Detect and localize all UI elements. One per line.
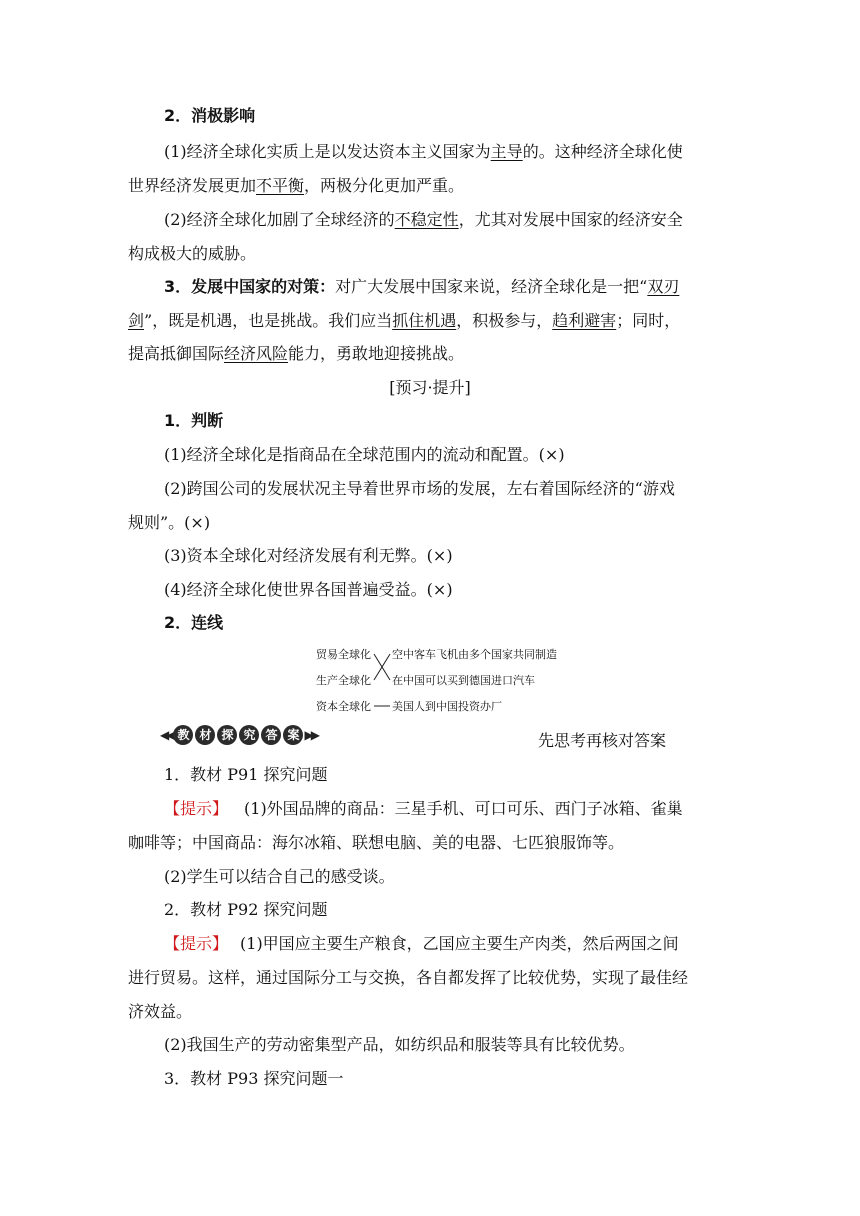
- paragraph-line: 剑”，既是机遇，也是挑战。我们应当抓住机遇，积极参与，趋利避害；同时，: [128, 311, 681, 330]
- double-left-arrow-icon: ◀◀: [160, 728, 173, 742]
- tip-label: 【提示】: [164, 934, 229, 953]
- question-title: 2．教材 P92 探究问题: [164, 900, 328, 919]
- double-right-arrow-icon: ▶▶: [304, 728, 317, 742]
- banner-char: 材: [195, 725, 215, 745]
- paragraph-line: 构成极大的威胁。: [128, 244, 257, 263]
- section-heading-negative-impact: 2．消极影响: [164, 106, 256, 125]
- right-item: 空中客车飞机由多个国家共同制造: [392, 648, 557, 661]
- banner-note: 先思考再核对答案: [538, 731, 667, 750]
- banner-char: 探: [217, 725, 237, 745]
- left-item: 资本全球化: [316, 700, 371, 713]
- paragraph-line: 世界经济发展更加不平衡，两极分化更加严重。: [128, 176, 465, 195]
- judge-item: 规则”。(×): [128, 513, 211, 532]
- answer-line: 济效益。: [128, 1002, 193, 1021]
- question-title: 1．教材 P91 探究问题: [164, 765, 328, 784]
- banner-char: 案: [283, 725, 303, 745]
- banner-char: 究: [239, 725, 259, 745]
- textbook-answer-banner: [160, 722, 317, 748]
- judge-heading: 1．判断: [164, 411, 224, 430]
- preview-heading: [预习·提升]: [389, 378, 471, 397]
- answer-line: 咖啡等；中国商品：海尔冰箱、联想电脑、美的电器、七匹狼服饰等。: [128, 833, 625, 852]
- question-title: 3．教材 P93 探究问题一: [164, 1069, 344, 1088]
- paragraph-line: (1)经济全球化实质上是以发达资本主义国家为主导的。这种经济全球化使: [164, 142, 683, 161]
- judge-item: (2)跨国公司的发展状况主导着世界市场的发展，左右着国际经济的“游戏: [164, 479, 675, 498]
- paragraph-line: 提高抵御国际经济风险能力，勇敢地迎接挑战。: [128, 344, 465, 363]
- left-item: 贸易全球化: [316, 648, 371, 661]
- paragraph-line: (2)经济全球化加剧了全球经济的不稳定性，尤其对发展中国家的经济安全: [164, 210, 683, 229]
- answer-line: 【提示】 (1)甲国应主要生产粮食，乙国应主要生产肉类，然后两国之间: [164, 934, 679, 953]
- answer-line: (2)学生可以结合自己的感受谈。: [164, 867, 395, 886]
- tip-label: 【提示】: [164, 799, 229, 818]
- link-heading: 2．连线: [164, 613, 224, 632]
- left-item: 生产全球化: [316, 674, 371, 687]
- judge-item: (1)经济全球化是指商品在全球范围内的流动和配置。(×): [164, 445, 565, 464]
- matching-diagram: [314, 643, 604, 719]
- answer-line: 进行贸易。这样，通过国际分工与交换，各自都发挥了比较优势，实现了最佳经: [128, 968, 689, 987]
- right-item: 在中国可以买到德国进口汽车: [392, 674, 535, 687]
- judge-item: (4)经济全球化使世界各国普遍受益。(×): [164, 580, 453, 599]
- banner-char: 答: [261, 725, 281, 745]
- right-item: 美国人到中国投资办厂: [392, 700, 502, 713]
- paragraph-line: 3．发展中国家的对策：对广大发展中国家来说，经济全球化是一把“双刃: [164, 277, 680, 296]
- answer-line: (2)我国生产的劳动密集型产品，如纺织品和服装等具有比较优势。: [164, 1035, 635, 1054]
- answer-line: 【提示】 (1)外国品牌的商品：三星手机、可口可乐、西门子冰箱、雀巢: [164, 799, 683, 818]
- banner-char: 教: [173, 725, 193, 745]
- judge-item: (3)资本全球化对经济发展有利无弊。(×): [164, 546, 453, 565]
